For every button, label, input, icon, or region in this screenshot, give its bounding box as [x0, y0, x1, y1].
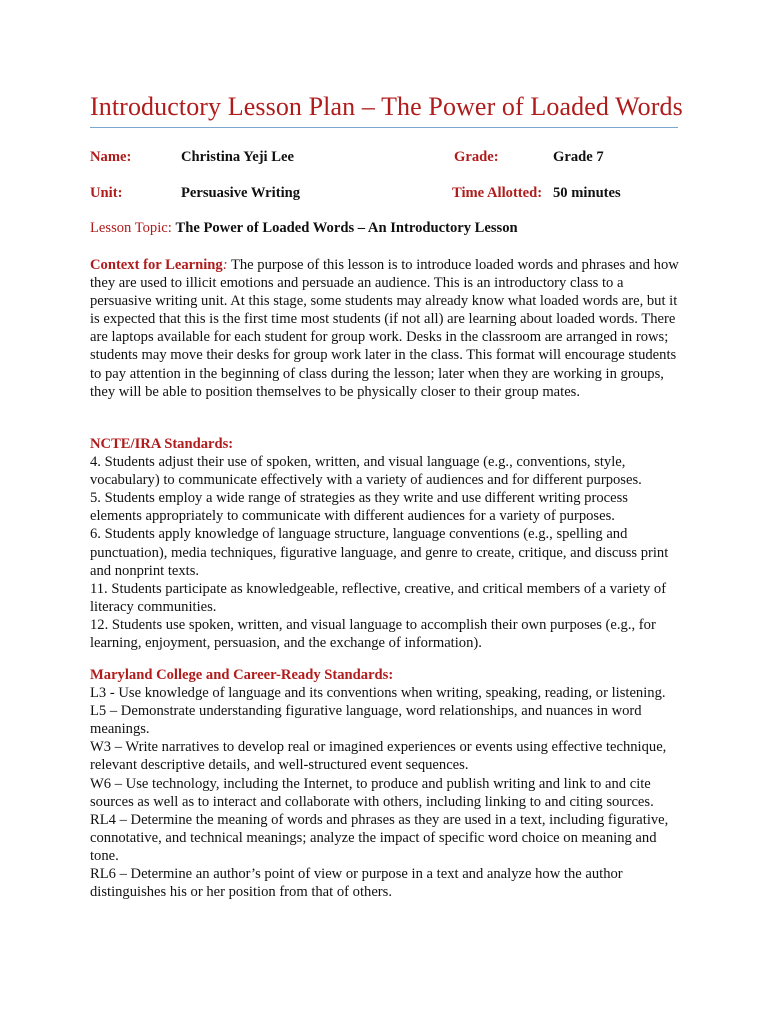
name-label: Name: — [90, 149, 132, 165]
context-for-learning — [90, 256, 680, 401]
grade-value: Grade 7 — [553, 149, 604, 165]
title-divider — [90, 127, 678, 128]
lesson-topic — [90, 220, 518, 237]
maryland-heading: Maryland College and Career-Ready Standards: — [90, 667, 394, 683]
context-heading: Context for Learning — [90, 257, 223, 273]
unit-value: Persuasive Writing — [181, 185, 301, 201]
maryland-standard-item: RL6 – Determine an author’s point of view or purpose in a text and analyze how the author distinguishes his or her position from that of others. — [90, 866, 623, 901]
ncte-standard-item: 6. Students apply knowledge of language structure, language conventions (e.g., spelling and punctuation), media techniques, figurative language, and genre to create, critique, and discuss print and nonprint texts. — [90, 526, 669, 579]
maryland-standard-item: W6 – Use technology, including the Internet, to produce and publish writing and link to and cite sources as well as to interact and collaborate with others, including linking to and citing sources. — [90, 775, 654, 810]
page-title: Introductory Lesson Plan – The Power of Loaded Words — [90, 92, 683, 121]
ncte-standard-item: 5. Students employ a wide range of strategies as they write and use different writing process elements appropriately to communicate with different audiences for a variety of purposes. — [90, 490, 628, 525]
time-allotted-label: Time Allotted: — [452, 185, 543, 201]
lesson-topic-value: The Power of Loaded Words – An Introductory Lesson — [175, 220, 518, 236]
context-colon: : — [222, 257, 228, 273]
ncte-standard-item: 12. Students use spoken, written, and visual language to accomplish their own purposes (e.g., for learning, enjoyment, persuasion, and the exchange of information). — [90, 616, 656, 652]
lesson-topic-label: Lesson Topic: — [90, 220, 172, 236]
name-value: Christina Yeji Lee — [181, 149, 294, 165]
maryland-standard-item: RL4 – Determine the meaning of words and phrases as they are used in a text, including figurative, connotative, and technical meanings; analyze the impact of specific word choice on meaning and tone. — [90, 811, 669, 864]
grade-label: Grade: — [454, 149, 499, 165]
unit-label: Unit: — [90, 185, 123, 201]
maryland-standard-item: L5 – Demonstrate understanding figurative language, word relationships, and nuances in word meanings. — [90, 703, 642, 738]
ncte-standards-section — [90, 435, 680, 652]
context-text: The purpose of this lesson is to introduce loaded words and phrases and how they are used to illicit emotions and persuade an audience. This is an introductory class to a persuasive writing unit. At this stage, some students may already know what loaded words are, but it is expected that this is the first time most students (if not all) are learning about loaded words. There are laptops available for each student for group work. Desks in the classroom are arranged in rows; students may move their desks for group work later in the class. This format will encourage students to pay attention in the beginning of class during the lesson; later when they are working in groups, they will be able to position themselves to be physically closer to their group mates. — [90, 257, 679, 400]
ncte-heading: NCTE/IRA Standards: — [90, 436, 234, 452]
time-allotted-value: 50 minutes — [553, 185, 621, 201]
ncte-standard-item: 4. Students adjust their use of spoken, written, and visual language (e.g., conventions, style, vocabulary) to communicate effectively with a variety of audiences and for different purposes. — [90, 454, 642, 489]
maryland-standards-section — [90, 666, 680, 901]
maryland-standard-item: L3 - Use knowledge of language and its conventions when writing, speaking, reading, or listening. — [90, 685, 666, 702]
ncte-standard-item: 11. Students participate as knowledgeable, reflective, creative, and critical members of a variety of literacy communities. — [90, 580, 667, 615]
maryland-standard-item: W3 – Write narratives to develop real or imagined experiences or events using effective technique, relevant descriptive details, and well-structured event sequences. — [90, 739, 667, 774]
